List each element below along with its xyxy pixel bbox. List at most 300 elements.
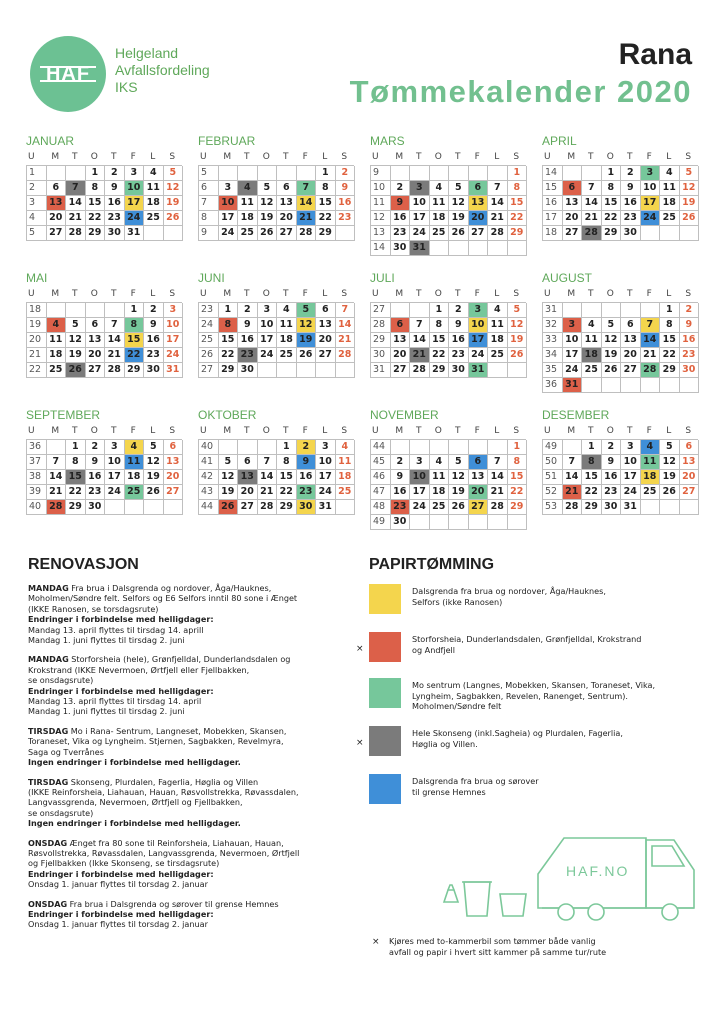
day-cell: 4	[488, 303, 508, 318]
week-number: 44	[199, 500, 219, 515]
day-cell: 12	[297, 318, 317, 333]
month-april	[542, 134, 698, 256]
day-header: M	[223, 426, 232, 436]
day-cell: 22	[508, 485, 528, 500]
week-number: 42	[199, 470, 219, 485]
day-cell: 16	[680, 333, 700, 348]
day-cell: 18	[125, 470, 145, 485]
day-cell: 6	[316, 303, 336, 318]
schedule-line: og Fjellbakken (Ikke Skonseng, se tirsdagsrute)	[28, 858, 220, 869]
day-cell: 12	[144, 455, 164, 470]
day-cell: 21	[258, 485, 278, 500]
day-header: T	[283, 289, 289, 299]
day-header: T	[72, 289, 78, 299]
day-cell	[430, 166, 450, 181]
day-cell: 10	[105, 455, 125, 470]
day-cell: 26	[258, 226, 278, 241]
month-name: JUNI	[198, 271, 225, 285]
holiday-header	[28, 757, 340, 767]
day-cell: 11	[336, 455, 356, 470]
day-cell: 29	[219, 363, 239, 378]
day-cell: 6	[238, 455, 258, 470]
day-cell	[563, 166, 583, 181]
week-number: 31	[371, 363, 391, 378]
day-cell: 13	[277, 196, 297, 211]
day-cell: 27	[164, 485, 184, 500]
day-cell: 23	[680, 348, 700, 363]
day-cell: 12	[219, 470, 239, 485]
week-number: 19	[27, 318, 47, 333]
day-cell	[277, 166, 297, 181]
day-cell: 4	[430, 455, 450, 470]
month-name: JULI	[370, 271, 395, 285]
week-number: 43	[199, 485, 219, 500]
day-cell	[238, 440, 258, 455]
day-cell: 5	[680, 166, 700, 181]
papir-item	[356, 632, 699, 664]
holiday-header-text: Endringer i forbindelse med helligdager:	[28, 685, 214, 696]
day-cell: 24	[258, 348, 278, 363]
day-header-row	[370, 287, 526, 302]
day-cell: 4	[277, 303, 297, 318]
day-cell: 18	[641, 470, 661, 485]
schedule-line: (IKKE Ranosen, se torsdagsrute)	[28, 603, 159, 614]
day-cell: 10	[410, 196, 430, 211]
day-header: T	[627, 152, 633, 162]
day-cell: 14	[258, 470, 278, 485]
day-cell	[563, 303, 583, 318]
day-cell: 17	[258, 333, 278, 348]
week-number: 33	[543, 333, 563, 348]
day-cell: 5	[602, 318, 622, 333]
holiday-header	[28, 869, 340, 879]
day-header: T	[244, 426, 250, 436]
month-name: AUGUST	[542, 271, 593, 285]
day-cell: 4	[238, 181, 258, 196]
day-cell: 25	[336, 485, 356, 500]
month-februar	[198, 134, 354, 256]
week-number: 22	[27, 363, 47, 378]
day-cell	[508, 363, 528, 378]
day-cell: 29	[602, 226, 622, 241]
day-cell: 29	[660, 363, 680, 378]
renovasjon-blocks	[28, 583, 340, 930]
day-cell: 4	[660, 166, 680, 181]
day-cell	[488, 166, 508, 181]
day-cell	[410, 440, 430, 455]
day-cell: 10	[641, 181, 661, 196]
day-header: L	[494, 426, 500, 436]
day-cell: 11	[47, 333, 67, 348]
day-cell: 5	[297, 303, 317, 318]
day-header: L	[666, 289, 672, 299]
week-number: 15	[543, 181, 563, 196]
day-header-row	[198, 150, 354, 165]
papir-area-line: Storforsheia, Dunderlandsdalen, Grønfjelldal, Krokstrand	[412, 634, 642, 644]
day-cell	[410, 166, 430, 181]
day-cell: 15	[508, 196, 528, 211]
day-cell: 3	[410, 181, 430, 196]
schedule-line: MANDAG Storforsheia (hele), Grønfjelldal, Dunderlandsdalen og	[28, 654, 291, 665]
day-cell: 19	[66, 348, 86, 363]
day-cell: 16	[297, 470, 317, 485]
papir-area	[412, 728, 697, 749]
day-header: T	[283, 152, 289, 162]
day-cell: 16	[336, 196, 356, 211]
day-cell: 16	[86, 470, 106, 485]
day-cell: 11	[277, 318, 297, 333]
day-cell: 6	[469, 181, 489, 196]
footnote-line: Kjøres med to-kammerbil som tømmer både vanlig	[389, 936, 596, 946]
day-cell	[164, 226, 184, 241]
day-cell	[430, 515, 450, 530]
day-header: L	[494, 289, 500, 299]
day-cell	[660, 500, 680, 515]
day-cell: 29	[508, 500, 528, 515]
day-header: F	[474, 152, 480, 162]
day-cell: 15	[125, 333, 145, 348]
day-cell	[449, 166, 469, 181]
day-cell: 26	[219, 500, 239, 515]
day-cell: 31	[469, 363, 489, 378]
day-cell	[410, 515, 430, 530]
day-cell: 22	[602, 211, 622, 226]
day-cell: 31	[410, 241, 430, 256]
day-cell: 10	[563, 333, 583, 348]
day-cell: 20	[316, 333, 336, 348]
holiday-change: Mandag 13. april flyttes til tirsdag 14. april	[28, 696, 202, 707]
day-cell: 23	[86, 485, 106, 500]
color-swatch	[369, 584, 401, 614]
schedule-line: Saga og Tverrånes	[28, 746, 104, 757]
day-header: S	[513, 426, 520, 436]
day-cell: 10	[316, 455, 336, 470]
day-cell: 16	[105, 196, 125, 211]
papir-item	[369, 584, 699, 616]
week-number: 51	[543, 470, 563, 485]
day-cell: 28	[297, 226, 317, 241]
day-cell: 27	[316, 348, 336, 363]
papir-area-line: Mo sentrum (Langnes, Mobekken, Skansen, Toraneset, Vika,	[412, 680, 656, 690]
day-cell: 27	[680, 485, 700, 500]
day-cell: 26	[449, 226, 469, 241]
week-number: 18	[27, 303, 47, 318]
day-cell: 15	[508, 470, 528, 485]
day-cell: 13	[680, 455, 700, 470]
day-cell: 20	[391, 348, 411, 363]
month-days	[198, 439, 354, 515]
day-cell: 4	[641, 440, 661, 455]
papir-area-line: Selfors (ikke Ranosen)	[412, 596, 503, 607]
day-cell: 19	[297, 333, 317, 348]
holiday-header-text: Endringer i forbindelse med helligdager:	[28, 614, 214, 625]
day-cell: 25	[660, 211, 680, 226]
day-cell: 26	[660, 485, 680, 500]
day-cell	[66, 166, 86, 181]
day-cell	[563, 440, 583, 455]
day-cell: 14	[410, 333, 430, 348]
day-header: T	[416, 426, 422, 436]
day-cell: 28	[563, 500, 583, 515]
day-cell: 13	[391, 333, 411, 348]
bag-icon	[444, 890, 458, 902]
day-header: U	[200, 152, 207, 162]
day-cell: 25	[125, 485, 145, 500]
papir-area-line: Moholmen/Søndre felt	[412, 701, 502, 711]
day-cell: 21	[336, 333, 356, 348]
day-cell: 23	[297, 485, 317, 500]
day-cell: 27	[238, 500, 258, 515]
day-cell: 21	[410, 348, 430, 363]
day-header: M	[567, 289, 576, 299]
company-line: Avfallsfordeling	[115, 62, 210, 78]
day-cell	[488, 515, 508, 530]
week-number: 50	[543, 455, 563, 470]
week-number: 27	[371, 303, 391, 318]
day-header: S	[341, 152, 348, 162]
day-cell: 13	[469, 470, 489, 485]
day-header: F	[130, 289, 136, 299]
day-cell: 22	[125, 348, 145, 363]
day-cell: 12	[508, 318, 528, 333]
week-number: 5	[27, 226, 47, 241]
papir-area	[412, 680, 697, 712]
day-cell: 22	[66, 485, 86, 500]
schedule-block	[28, 654, 340, 716]
day-cell: 5	[449, 181, 469, 196]
day-cell: 31	[316, 500, 336, 515]
day-cell: 7	[66, 181, 86, 196]
day-cell: 23	[621, 211, 641, 226]
week-number: 16	[543, 196, 563, 211]
day-cell	[238, 166, 258, 181]
day-header: T	[72, 152, 78, 162]
day-cell: 8	[277, 455, 297, 470]
day-cell: 1	[602, 166, 622, 181]
day-cell: 19	[660, 470, 680, 485]
day-header: U	[544, 426, 551, 436]
month-name: DESEMBER	[542, 408, 610, 422]
week-number: 18	[543, 226, 563, 241]
day-cell: 26	[680, 211, 700, 226]
month-name: OKTOBER	[198, 408, 257, 422]
day-cell: 16	[144, 333, 164, 348]
day-cell: 1	[219, 303, 239, 318]
week-number: 38	[27, 470, 47, 485]
day-cell: 26	[66, 363, 86, 378]
day-cell: 23	[105, 211, 125, 226]
day-cell: 8	[508, 181, 528, 196]
day-header: S	[341, 426, 348, 436]
day-cell: 22	[582, 485, 602, 500]
day-cell: 21	[488, 485, 508, 500]
day-cell: 30	[602, 500, 622, 515]
day-cell: 28	[488, 500, 508, 515]
day-header: L	[494, 152, 500, 162]
day-cell	[582, 378, 602, 393]
holiday-header-text: Ingen endringer i forbindelse med helligdager.	[28, 818, 241, 829]
color-swatch	[369, 678, 401, 708]
day-cell: 9	[336, 181, 356, 196]
day-header: L	[150, 426, 156, 436]
day-cell: 23	[391, 226, 411, 241]
day-header: F	[474, 289, 480, 299]
day-cell	[660, 226, 680, 241]
footnote	[372, 936, 692, 958]
day-cell: 19	[164, 196, 184, 211]
day-cell	[508, 515, 528, 530]
day-cell: 21	[105, 348, 125, 363]
day-cell: 29	[86, 226, 106, 241]
day-header: O	[434, 152, 442, 162]
day-cell: 3	[105, 440, 125, 455]
renovasjon-heading: RENOVASJON	[28, 556, 139, 573]
day-cell: 6	[621, 318, 641, 333]
day-cell: 5	[66, 318, 86, 333]
day-cell: 10	[621, 455, 641, 470]
week-number: 35	[543, 363, 563, 378]
day-cell: 16	[391, 485, 411, 500]
day-cell: 30	[621, 226, 641, 241]
day-cell: 24	[563, 363, 583, 378]
month-days	[542, 439, 698, 515]
papir-heading: PAPIRTØMMING	[369, 556, 495, 573]
day-cell: 21	[582, 211, 602, 226]
renovasjon-section	[28, 556, 340, 939]
week-number: 39	[27, 485, 47, 500]
day-cell: 2	[297, 440, 317, 455]
day-cell: 15	[316, 196, 336, 211]
day-cell: 28	[488, 226, 508, 241]
day-cell: 25	[488, 348, 508, 363]
day-cell: 20	[47, 211, 67, 226]
day-cell: 11	[238, 196, 258, 211]
week-number: 40	[27, 500, 47, 515]
day-cell: 4	[125, 440, 145, 455]
day-header: O	[434, 426, 442, 436]
day-cell: 10	[258, 318, 278, 333]
day-cell	[469, 440, 489, 455]
day-header: M	[567, 152, 576, 162]
schedule-day: MANDAG	[28, 654, 69, 665]
day-cell: 2	[238, 303, 258, 318]
day-cell	[621, 303, 641, 318]
day-cell	[508, 241, 528, 256]
day-cell: 4	[144, 166, 164, 181]
week-number: 9	[371, 166, 391, 181]
week-number: 32	[543, 318, 563, 333]
day-cell	[449, 440, 469, 455]
day-header: U	[28, 152, 35, 162]
day-cell: 27	[391, 363, 411, 378]
company-name	[115, 45, 210, 96]
day-header: S	[341, 289, 348, 299]
day-cell: 7	[105, 318, 125, 333]
day-cell: 20	[238, 485, 258, 500]
day-cell: 17	[621, 470, 641, 485]
day-cell: 2	[449, 303, 469, 318]
holiday-header-text: Endringer i forbindelse med helligdager:	[28, 908, 214, 919]
day-header-row	[370, 424, 526, 439]
day-cell	[105, 500, 125, 515]
day-cell: 27	[86, 363, 106, 378]
week-number: 3	[27, 196, 47, 211]
day-cell: 14	[66, 196, 86, 211]
day-cell: 12	[66, 333, 86, 348]
day-cell	[449, 515, 469, 530]
day-cell: 12	[680, 181, 700, 196]
day-cell: 25	[641, 485, 661, 500]
day-cell: 7	[410, 318, 430, 333]
week-number: 17	[543, 211, 563, 226]
day-cell	[391, 166, 411, 181]
day-cell	[680, 226, 700, 241]
month-name: SEPTEMBER	[26, 408, 101, 422]
day-cell: 13	[164, 455, 184, 470]
day-cell: 24	[621, 485, 641, 500]
day-cell: 19	[449, 485, 469, 500]
day-cell: 30	[391, 515, 411, 530]
month-days	[26, 165, 182, 241]
day-cell: 16	[449, 333, 469, 348]
week-number: 20	[27, 333, 47, 348]
day-cell: 21	[297, 211, 317, 226]
week-number: 48	[371, 500, 391, 515]
day-cell: 15	[277, 470, 297, 485]
day-cell: 17	[219, 211, 239, 226]
week-number: 36	[543, 378, 563, 393]
day-cell	[86, 303, 106, 318]
day-header: M	[51, 289, 60, 299]
day-cell: 10	[219, 196, 239, 211]
day-cell: 2	[391, 455, 411, 470]
day-cell: 15	[660, 333, 680, 348]
month-name: FEBRUAR	[198, 134, 256, 148]
week-number: 49	[371, 515, 391, 530]
day-cell: 7	[488, 455, 508, 470]
day-cell: 22	[508, 211, 528, 226]
day-cell: 9	[391, 196, 411, 211]
website-text: HAF.NO	[566, 863, 630, 879]
day-cell: 17	[469, 333, 489, 348]
week-number: 14	[543, 166, 563, 181]
month-days	[26, 302, 182, 378]
day-cell: 27	[469, 500, 489, 515]
day-header: T	[111, 426, 117, 436]
day-cell: 5	[219, 455, 239, 470]
day-cell	[430, 440, 450, 455]
day-cell: 21	[641, 348, 661, 363]
day-header: F	[474, 426, 480, 436]
day-cell	[391, 303, 411, 318]
day-cell: 29	[66, 500, 86, 515]
holiday-header	[28, 614, 340, 624]
day-cell	[105, 303, 125, 318]
day-header-row	[26, 287, 182, 302]
month-days	[370, 165, 526, 256]
month-days	[542, 165, 698, 241]
day-cell: 12	[164, 181, 184, 196]
day-cell: 27	[277, 226, 297, 241]
day-cell: 18	[47, 348, 67, 363]
day-cell	[641, 500, 661, 515]
week-number: 30	[371, 348, 391, 363]
day-header: L	[666, 152, 672, 162]
schedule-block	[28, 899, 340, 930]
month-name: NOVEMBER	[370, 408, 439, 422]
day-cell: 22	[86, 211, 106, 226]
day-cell: 10	[125, 181, 145, 196]
